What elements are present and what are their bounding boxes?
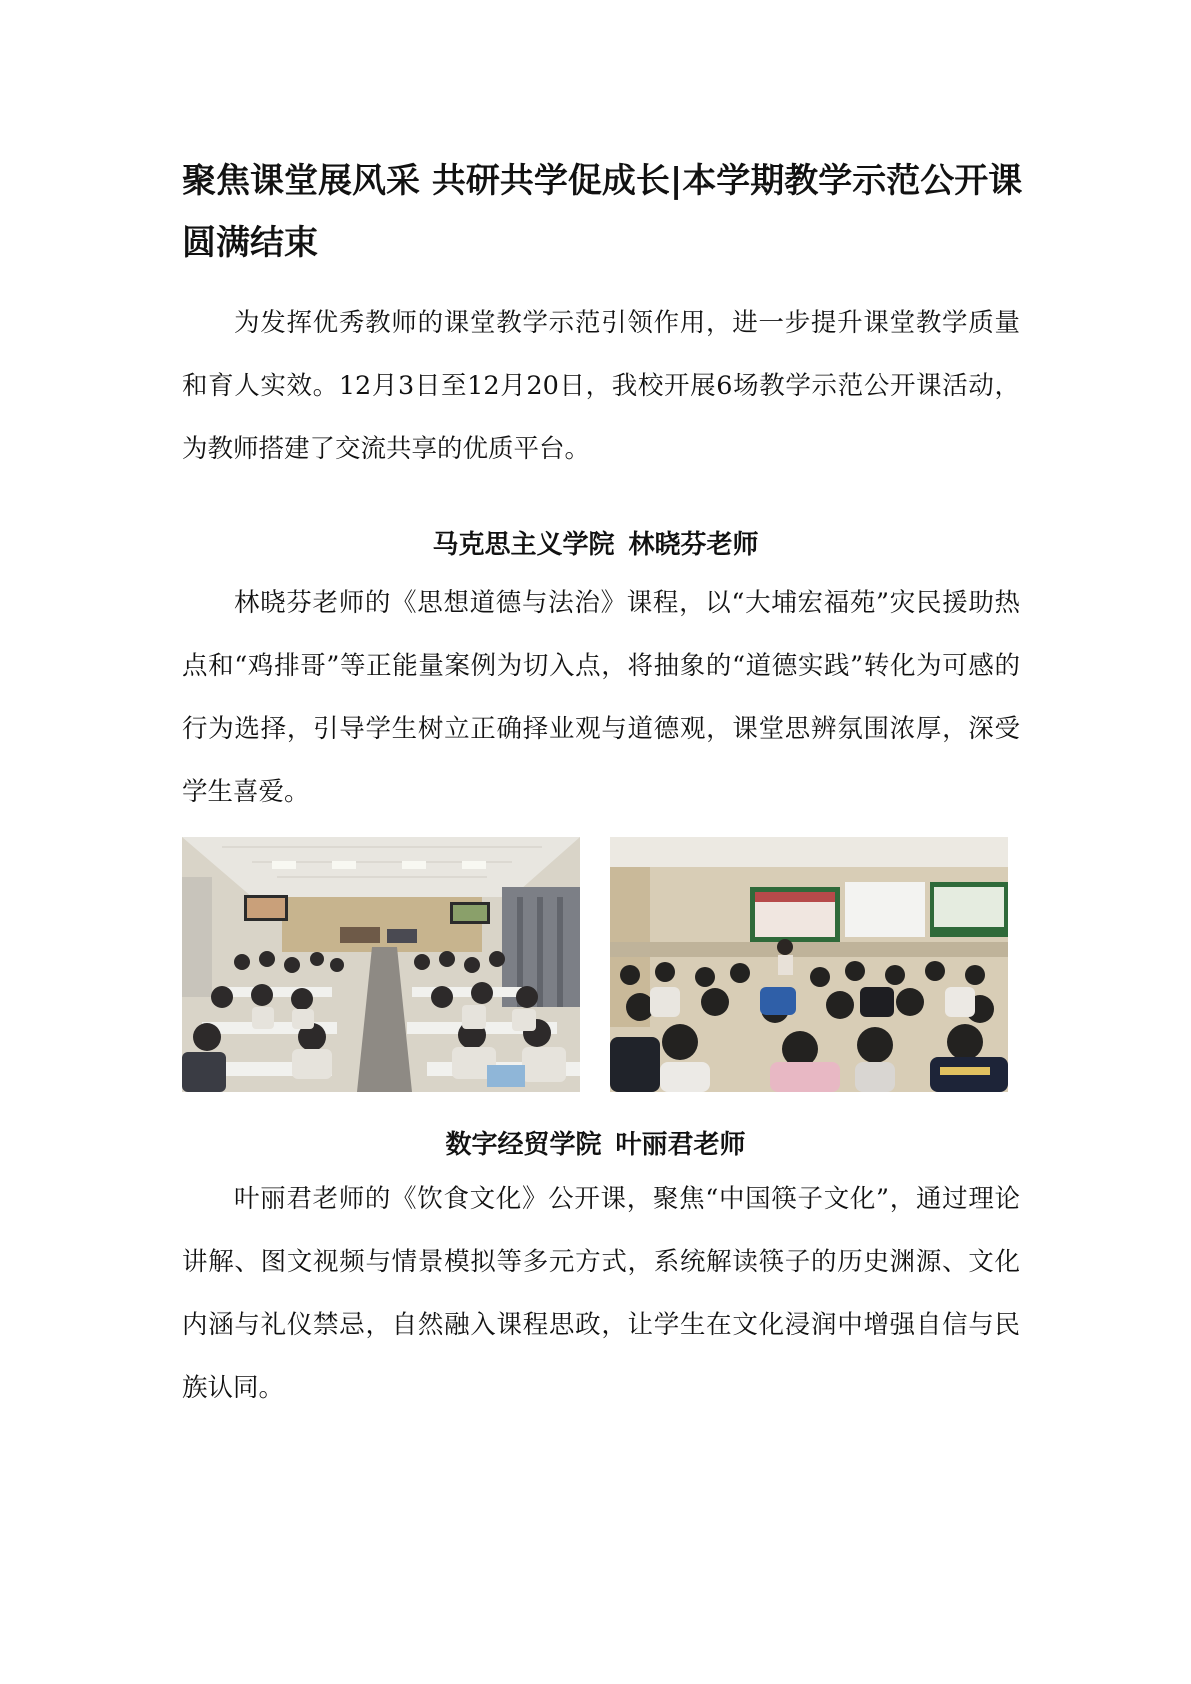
- section-college: 数字经贸学院: [445, 1130, 602, 1160]
- section-teacher: 林晓芬老师: [628, 530, 759, 560]
- intro-paragraph: 为发挥优秀教师的课堂教学示范引领作用，进一步提升课堂教学质量和育人实效。12月3日至12月20日，我校开展6场教学示范公开课活动，为教师搭建了交流共享的优质平台。: [182, 308, 1020, 464]
- section-teacher: 叶丽君老师: [615, 1130, 746, 1160]
- section-body-2: 叶丽君老师的《饮食文化》公开课，聚焦“中国筷子文化”，通过理论讲解、图文视频与情景模拟等多元方式，系统解读筷子的历史渊源、文化内涵与礼仪禁忌，自然融入课程思政，让学生在文化浸润中增强自信与民族认同。: [182, 1184, 1020, 1403]
- section-college: 马克思主义学院: [432, 530, 615, 560]
- section-body-1: 林晓芬老师的《思想道德与法治》课程，以“大埔宏福苑”灾民援助热点和“鸡排哥”等正能量案例为切入点，将抽象的“道德实践”转化为可感的行为选择，引导学生树立正确择业观与道德观，课堂思辨氛围浓厚，深受学生喜爱。: [182, 588, 1020, 807]
- section-heading-1: [0, 524, 1191, 561]
- section-heading-2: [0, 1124, 1191, 1161]
- classroom-photo-2: [610, 837, 1008, 1092]
- article-title: 聚焦课堂展风采 共研共学促成长|本学期教学示范公开课圆满结束: [182, 161, 1023, 263]
- classroom-photo-1: [182, 837, 580, 1092]
